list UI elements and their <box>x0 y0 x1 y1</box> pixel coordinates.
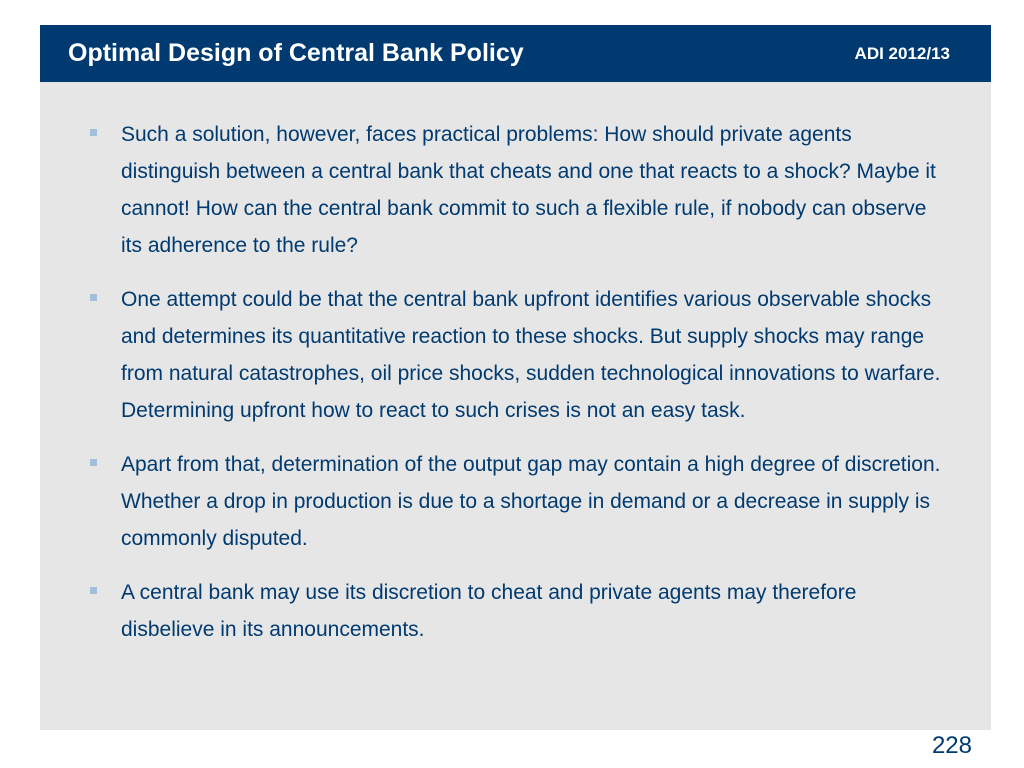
slide-header <box>40 25 991 82</box>
bullet-item <box>86 574 946 648</box>
slide-content <box>40 82 991 730</box>
square-bullet-icon <box>90 294 97 301</box>
square-bullet-icon <box>90 459 97 466</box>
bullet-text: Apart from that, determination of the output gap may contain a high degree of discretion. Whether a drop in production is due to a shortage in demand or a decrease in supply is commonly disputed. <box>121 453 941 550</box>
bullet-text: Such a solution, however, faces practical problems: How should private agents distinguish between a central bank that cheats and one that reacts to a shock? Maybe it cannot! How can the central bank commit to such a flexible rule, if nobody can observe its adherence to the rule? <box>121 123 936 257</box>
bullet-item <box>86 281 946 429</box>
bullet-text: A central bank may use its discretion to cheat and private agents may therefore disbelieve in its announcements. <box>121 581 857 641</box>
slide-title: Optimal Design of Central Bank Policy <box>68 39 524 67</box>
course-label: ADI 2012/13 <box>854 44 950 63</box>
page-number: 228 <box>931 732 972 759</box>
bullet-item <box>86 446 946 557</box>
bullet-text: One attempt could be that the central bank upfront identifies various observable shocks and determines its quantitative reaction to these shocks. But supply shocks may range from natural catastrophes, oil price shocks, sudden technological innovations to warfare. Determining upfront how to react to such crises is not an easy task. <box>121 288 941 422</box>
bullet-list <box>86 116 946 665</box>
bullet-item <box>86 116 946 264</box>
square-bullet-icon <box>90 587 97 594</box>
square-bullet-icon <box>90 129 97 136</box>
